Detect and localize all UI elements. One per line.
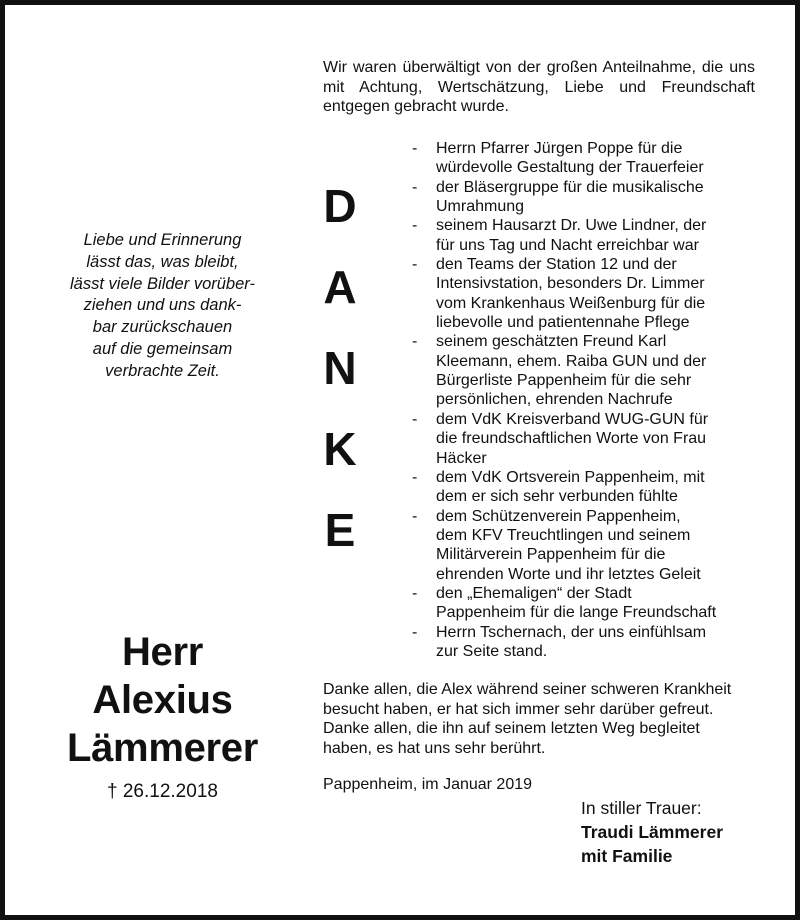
dash-bullet: - <box>412 623 418 641</box>
last-name: Lämmerer <box>66 726 259 770</box>
danke-letter: A <box>323 261 357 313</box>
thanks-line: den Teams der Station 12 und der <box>436 256 677 274</box>
death-date: † 26.12.2018 <box>107 781 218 802</box>
poem-line: lässt das, was bleibt, <box>86 252 239 271</box>
signature-intro: In stiller Trauer: <box>581 798 702 818</box>
poem-line: Liebe und Erinnerung <box>83 231 242 249</box>
poem-line: auf die gemeinsam <box>92 339 233 358</box>
memorial-poem <box>30 230 295 383</box>
thanks-line: für uns Tag und Nacht erreichbar war <box>436 236 699 254</box>
danke-letter: E <box>324 504 356 556</box>
thanks-line: vom Krankenhaus Weißenburg für die <box>436 294 706 312</box>
thanks-line: liebevolle und patientennahe Pflege <box>436 314 690 332</box>
thanks-item <box>410 584 770 623</box>
dash-bullet: - <box>412 410 418 428</box>
first-name: Alexius <box>92 678 233 722</box>
deceased-name-block <box>20 628 305 804</box>
closing-line: Danke allen, die Alex während seiner schweren Krankheit <box>323 681 732 698</box>
thanks-item <box>410 255 770 332</box>
thanks-line: Bürgerliste Pappenheim für die sehr <box>436 372 692 390</box>
thanks-line: würdevolle Gestaltung der Trauerfeier <box>436 159 704 177</box>
thanks-list <box>410 139 770 661</box>
place-date: Pappenheim, im Januar 2019 <box>323 776 533 793</box>
closing-line: haben, es hat uns sehr berührt. <box>323 739 546 757</box>
danke-letter: K <box>323 423 357 475</box>
thanks-line: Häcker <box>436 449 487 467</box>
thanks-line: dem KFV Treuchtlingen und seinem <box>436 526 691 544</box>
danke-letter: D <box>323 180 357 232</box>
danke-heading <box>300 178 380 583</box>
poem-line: verbrachte Zeit. <box>105 361 220 380</box>
thanks-line: der Bläsergruppe für die musikalische <box>436 178 704 196</box>
intro-text: Wir waren überwältigt von der großen Anteilnahme, die uns mit Achtung, Wertschätzung, Liebe und Freundschaft entgegen gebracht wurde. <box>323 59 755 116</box>
thanks-line: dem Schützenverein Pappenheim, <box>436 507 681 525</box>
thanks-item <box>410 178 770 217</box>
thanks-line: Intensivstation, besonders Dr. Limmer <box>436 275 705 293</box>
dash-bullet: - <box>412 584 418 602</box>
thanks-line: den „Ehemaligen“ der Stadt <box>436 584 632 602</box>
closing-paragraph-1 <box>323 680 755 719</box>
signature-name: Traudi Lämmerer <box>581 822 723 842</box>
signature-family: mit Familie <box>581 846 673 866</box>
thanks-item <box>410 410 770 468</box>
poem-line: lässt viele Bilder vorüber- <box>70 274 255 293</box>
dash-bullet: - <box>412 178 418 196</box>
thanks-line: Kleemann, ehem. Raiba GUN und der <box>436 352 707 370</box>
closing-text <box>323 680 755 758</box>
dash-bullet: - <box>412 507 418 525</box>
thanks-line: die freundschaftlichen Worte von Frau <box>436 430 707 448</box>
thanks-line: Herrn Tschernach, der uns einfühlsam <box>436 623 707 641</box>
dash-bullet: - <box>412 217 418 235</box>
thanks-line: Militärverein Pappenheim für die <box>436 546 666 564</box>
thanks-line: dem VdK Ortsverein Pappenheim, mit <box>436 468 705 486</box>
dash-bullet: - <box>412 468 418 486</box>
dash-bullet: - <box>412 333 418 351</box>
thanks-line: Pappenheim für die lange Freundschaft <box>436 604 717 622</box>
thanks-item <box>410 332 770 409</box>
thanks-item <box>410 507 770 584</box>
thanks-line: seinem Hausarzt Dr. Uwe Lindner, der <box>436 217 707 235</box>
thanks-item <box>410 468 770 507</box>
dash-bullet: - <box>412 140 418 157</box>
thanks-item <box>410 139 770 178</box>
thanks-item <box>410 216 770 255</box>
salutation: Herr <box>121 630 204 674</box>
signature-block <box>581 796 723 868</box>
thanks-line: ehrenden Worte und ihr letztes Geleit <box>436 565 701 583</box>
thanks-line: Herrn Pfarrer Jürgen Poppe für die <box>436 140 683 157</box>
dash-bullet: - <box>412 256 418 274</box>
poem-line: bar zurückschauen <box>92 318 233 337</box>
thanks-line: persönlichen, ehrenden Nachrufe <box>436 391 673 409</box>
thanks-line: dem er sich sehr verbunden fühlte <box>436 488 678 506</box>
thanks-line: Umrahmung <box>436 198 525 216</box>
closing-line: besucht haben, er hat sich immer sehr darüber gefreut. <box>323 700 714 718</box>
thanks-item <box>410 623 770 662</box>
closing-paragraph-2 <box>323 719 755 758</box>
thanks-line: seinem geschätzten Freund Karl <box>436 333 667 351</box>
poem-line: ziehen und uns dank- <box>83 296 242 315</box>
thanks-line: zur Seite stand. <box>436 642 548 660</box>
thanks-line: dem VdK Kreisverband WUG-GUN für <box>436 410 709 428</box>
closing-line: Danke allen, die ihn auf seinem letzten Weg begleitet <box>323 720 700 738</box>
danke-letter: N <box>323 342 357 394</box>
